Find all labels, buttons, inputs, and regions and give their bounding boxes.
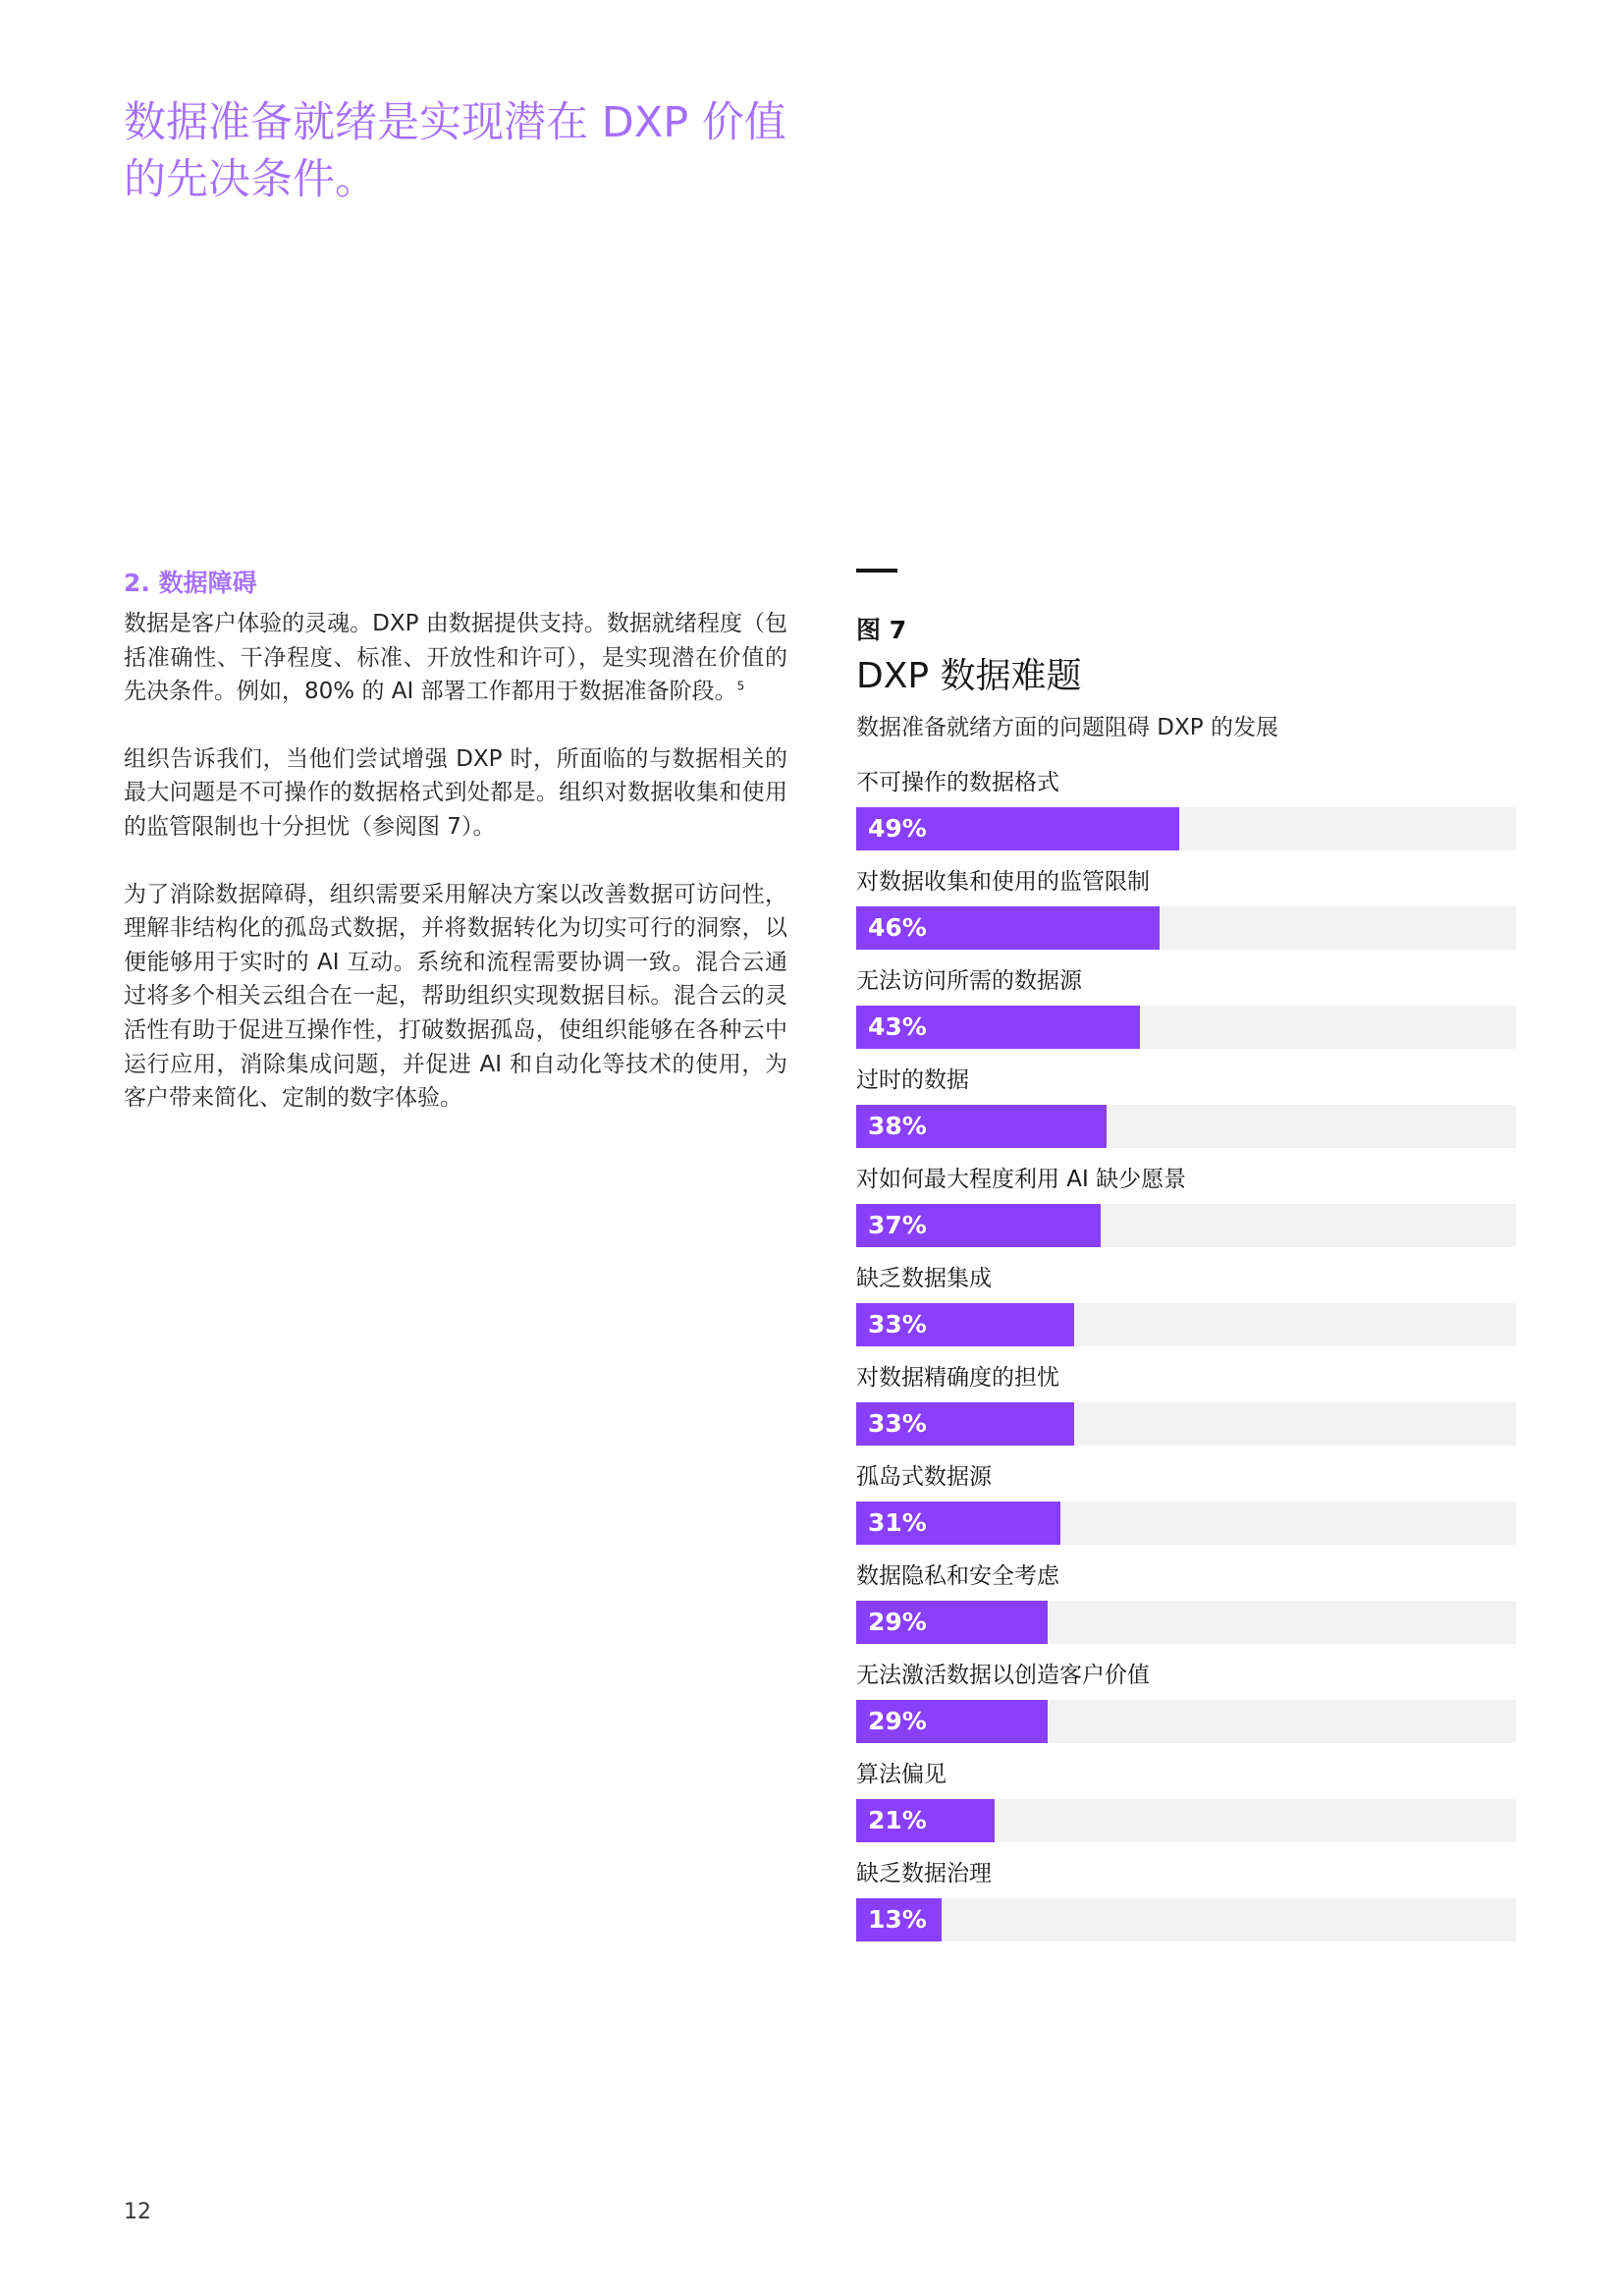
category-label: 孤岛式数据源 <box>856 1464 992 1490</box>
chart-row <box>856 1758 1516 1857</box>
footnote-ref: 5 <box>736 679 745 693</box>
bar <box>856 1898 942 1941</box>
bar <box>856 1204 1101 1247</box>
category-label: 缺乏数据集成 <box>856 1266 992 1291</box>
figure-label: 图 7 <box>856 616 907 644</box>
chart-row <box>856 1659 1516 1758</box>
bar-track <box>856 1006 1516 1049</box>
category-label: 无法访问所需的数据源 <box>856 968 1082 994</box>
bar <box>856 1799 995 1842</box>
body-paragraph-1 <box>124 607 787 709</box>
chart-row <box>856 766 1516 865</box>
bar-value-label: 43% <box>868 1012 927 1041</box>
chart-row <box>856 1064 1516 1163</box>
category-label: 对数据精确度的担忧 <box>856 1365 1059 1391</box>
bar <box>856 906 1160 950</box>
chart-row <box>856 1262 1516 1361</box>
bar-track <box>856 1898 1516 1941</box>
bar <box>856 1105 1107 1148</box>
body-paragraph-1-text: 数据是客户体验的灵魂。DXP 由数据提供支持。数据就绪程度（包括准确性、干净程度、标准、开放性和许可），是实现潜在价值的先决条件。例如，80% 的 AI 部署工作都用于数据准备阶段。 <box>124 611 787 705</box>
bar-value-label: 37% <box>868 1211 927 1239</box>
bar <box>856 1700 1048 1743</box>
category-label: 算法偏见 <box>856 1762 947 1787</box>
chart-row <box>856 964 1516 1064</box>
category-label: 对如何最大程度利用 AI 缺少愿景 <box>856 1167 1187 1192</box>
bar-track <box>856 1204 1516 1247</box>
chart-row <box>856 1361 1516 1460</box>
bar-track <box>856 1402 1516 1446</box>
category-label: 过时的数据 <box>856 1067 969 1093</box>
bar <box>856 1601 1048 1644</box>
body-paragraph-3: 为了消除数据障碍，组织需要采用解决方案以改善数据可访问性，理解非结构化的孤岛式数据，并将数据转化为切实可行的洞察，以便能够用于实时的 AI 互动。系统和流程需要协调一致。混合云通过将多个相关云组合在一起，帮助组织实现数据目标。混合云的灵活性有助于促进互操作性，打破数据孤岛，使组织能够在各种云中运行应用，消除集成问题，并促进 AI 和自动化等技术的使用，为客户带来简化、定制的数字体验。 <box>124 881 787 1112</box>
category-label: 对数据收集和使用的监管限制 <box>856 869 1150 895</box>
chart-row <box>856 865 1516 964</box>
bar-value-label: 33% <box>868 1310 927 1339</box>
bar-value-label: 33% <box>868 1409 927 1438</box>
chart-row <box>856 1857 1516 1956</box>
page-number: 12 <box>124 2200 151 2224</box>
bar-value-label: 46% <box>868 913 927 942</box>
chart-subtitle: 数据准备就绪方面的问题阻碍 DXP 的发展 <box>856 715 1278 740</box>
category-label: 缺乏数据治理 <box>856 1861 992 1886</box>
bar-track <box>856 1303 1516 1346</box>
bar-track <box>856 906 1516 950</box>
bar <box>856 807 1179 850</box>
category-label: 无法激活数据以创造客户价值 <box>856 1663 1150 1688</box>
bar-value-label: 13% <box>868 1905 927 1934</box>
page-headline: 数据准备就绪是实现潜在 DXP 价值的先决条件。 <box>124 98 786 204</box>
bar-value-label: 21% <box>868 1806 927 1834</box>
bar <box>856 1502 1060 1545</box>
bar-track <box>856 807 1516 850</box>
bar-value-label: 29% <box>868 1707 927 1735</box>
chart-row <box>856 1559 1516 1659</box>
bar-track <box>856 1799 1516 1842</box>
bar <box>856 1006 1140 1049</box>
chart-row <box>856 1163 1516 1262</box>
category-label: 数据隐私和安全考虑 <box>856 1563 1059 1589</box>
bar-chart <box>856 766 1516 1956</box>
bar-track <box>856 1601 1516 1644</box>
figure-rule <box>856 569 897 573</box>
body-paragraph-2: 组织告诉我们，当他们尝试增强 DXP 时，所面临的与数据相关的最大问题是不可操作的数据格式到处都是。组织对数据收集和使用的监管限制也十分担忧（参阅图 7）。 <box>124 745 787 840</box>
section-title: 2. 数据障碍 <box>124 569 257 597</box>
bar-value-label: 49% <box>868 814 927 843</box>
bar-track <box>856 1502 1516 1545</box>
bar-track <box>856 1105 1516 1148</box>
bar <box>856 1402 1074 1446</box>
body-text <box>124 607 787 1149</box>
chart-title: DXP 数据难题 <box>856 656 1082 696</box>
bar-track <box>856 1700 1516 1743</box>
bar-value-label: 31% <box>868 1508 927 1537</box>
category-label: 不可操作的数据格式 <box>856 770 1059 795</box>
bar-value-label: 38% <box>868 1112 927 1140</box>
chart-row <box>856 1460 1516 1559</box>
bar <box>856 1303 1074 1346</box>
bar-value-label: 29% <box>868 1608 927 1636</box>
